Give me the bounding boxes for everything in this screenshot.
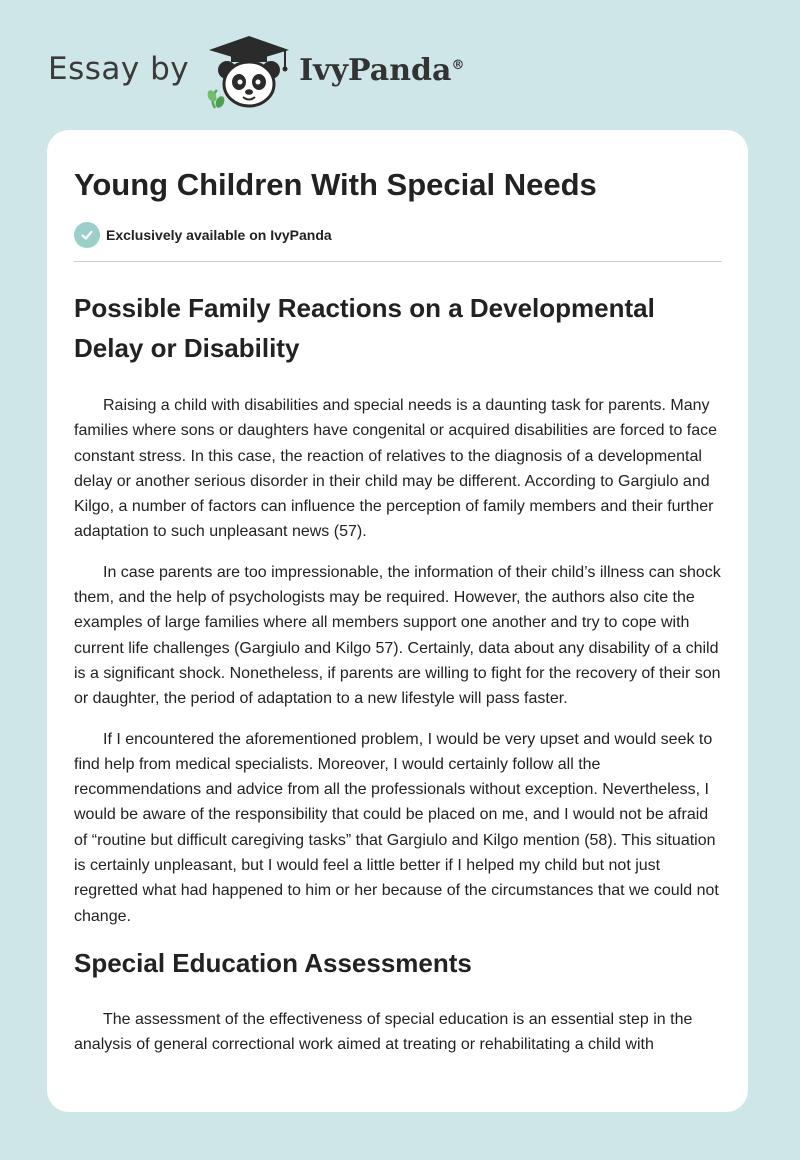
brand-name-text: IvyPanda <box>299 52 452 88</box>
paragraph: In case parents are too impressionable, the information of their child’s illness can shock them, and the help of psychologists may be required. However, the authors also cite the examples of large families where all members support one another and try to cope with current life challenges (Gargiulo and Kilgo 57). Certainly, data about any disability of a child is a significant shock. Nonetheless, if parents are willing to fight for the recovery of their son or daughter, the period of adaptation to a new lifestyle will pass faster. <box>74 563 721 708</box>
paragraph: Raising a child with disabilities and special needs is a daunting task for parents. Many families where sons or daughters have congenital or acquired disabilities are forced to face constant stress. In this case, the reaction of relatives to the diagnosis of a developmental delay or another serious disorder in their child may be different. According to Gargiulo and Kilgo, a number of factors can influence the perception of family members and their further adaptation to such unpleasant news (57). <box>74 397 718 541</box>
essay-title: Young Children With Special Needs <box>74 167 597 202</box>
divider <box>74 261 722 262</box>
paragraph: If I encountered the aforementioned problem, I would be very upset and would seek to find help from medical specialists. Moreover, I would certainly follow all the recommendations and advice from all the professionals without exception. Nevertheless, I would be aware of the responsibility that could be placed on me, and I would not be afraid of “routine but difficult caregiving tasks” that Gargiulo and Kilgo mention (58). This situation is certainly unpleasant, but I would feel a little better if I helped my child but not just regretted what had happened to him or her because of the circumstances that we could not change. <box>74 730 719 925</box>
registered-mark: ® <box>451 57 465 73</box>
check-icon <box>74 222 100 248</box>
exclusive-label: Exclusively available on IvyPanda <box>106 227 332 243</box>
paragraph: The assessment of the effectiveness of special education is an essential step in the analysis of general correctional work aimed at treating or rehabilitating a child with <box>74 1010 693 1054</box>
brand-prefix: Essay by <box>48 51 190 87</box>
section-heading: Special Education Assessments <box>74 947 472 978</box>
section-heading: Possible Family Reactions on a Developmental Delay or Disability <box>74 293 655 363</box>
essay-card <box>47 130 748 1112</box>
brand-name <box>299 53 464 88</box>
panda-graduation-cap-icon <box>203 32 295 112</box>
exclusive-badge <box>74 222 722 248</box>
brand-header <box>48 32 464 112</box>
